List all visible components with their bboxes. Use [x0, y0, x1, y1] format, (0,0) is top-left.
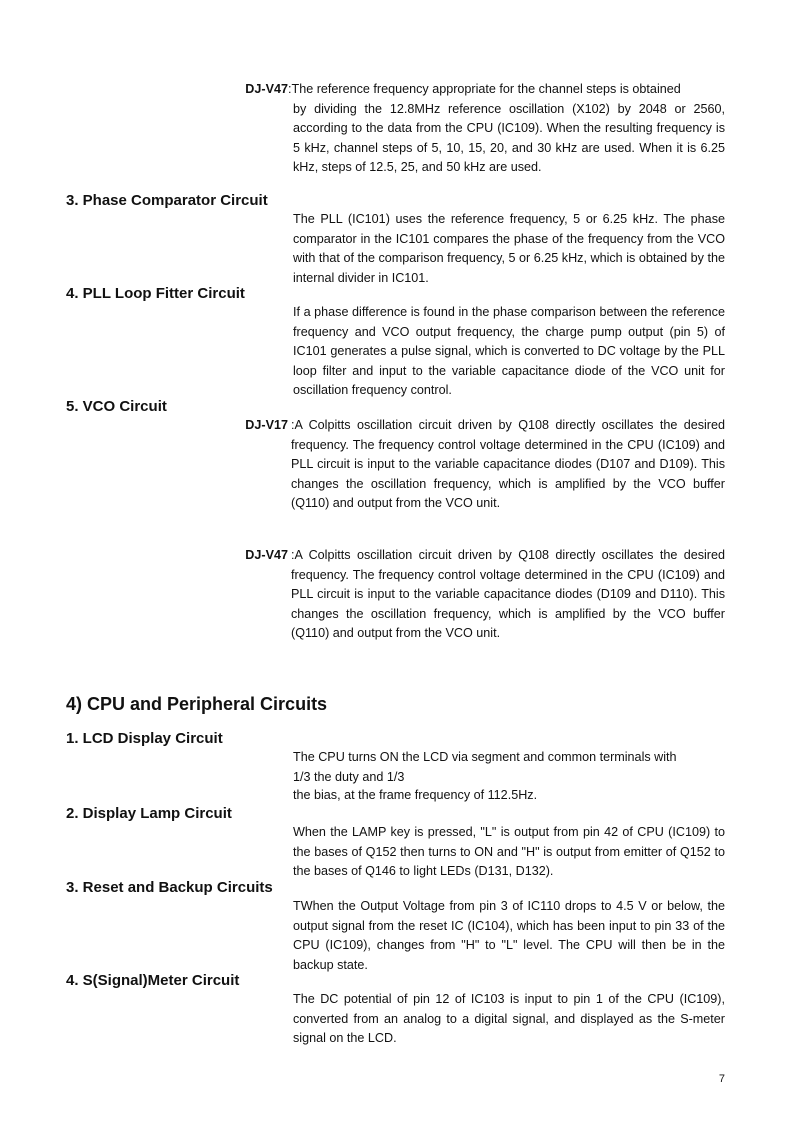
model-label-dj-v17	[84, 416, 288, 436]
vco-dj-v17-paragraph: :A Colpitts oscillation circuit driven by Q108 directly oscillates the desired frequency. The frequency control voltage determined in the CPU (IC109) and PLL circuit is input to the variable capacitance diodes (D107 and D109). This changes the oscillation frequency, which is amplified by the VCO buffer (Q110) and output from the VCO unit.	[291, 418, 725, 511]
lcd-line-2: 1/3 the duty and 1/3	[293, 769, 405, 784]
display-lamp-paragraph: When the LAMP key is pressed, "L" is output from pin 42 of CPU (IC109) to the bases of Q152 then turns to ON and "H" is output from emitter of Q152 to the bases of Q146 to light LEDs (D131, D132).	[293, 825, 725, 879]
reset-backup-paragraph: TWhen the Output Voltage from pin 3 of IC110 drops to 4.5 V or below, the output signal from the reset IC (IC104), which has been input to pin 33 of the CPU (IC109), changes from "H" to "L" level. The CPU will then be in the backup state.	[293, 899, 725, 972]
section-heading-cpu-peripheral: 4) CPU and Peripheral Circuits	[66, 694, 328, 714]
model-label-dj-v47-ref	[84, 80, 288, 100]
model-label-dj-v47-vco	[84, 546, 288, 566]
heading-pll-loop-fitter: 4. PLL Loop Fitter Circuit	[66, 285, 245, 302]
heading-lcd-display: 1. LCD Display Circuit	[66, 730, 223, 747]
vco-dj-v47-paragraph: :A Colpitts oscillation circuit driven by Q108 directly oscillates the desired frequency. The frequency control voltage determined in the CPU (IC109) and PLL circuit is input to the variable capacitance diodes (D109 and D110). This changes the oscillation frequency, which is amplified by the VCO buffer (Q110) and output from the VCO unit.	[291, 548, 725, 641]
pll-loop-fitter-paragraph: If a phase difference is found in the phase comparison between the reference frequency and VCO output frequency, the charge pump output (pin 5) of IC101 generates a pulse signal, which is converted to DC voltage by the PLL loop filter and input to the variable capacitance diode of the VCO unit for oscillation frequency control.	[293, 305, 725, 398]
page-number: 7	[718, 1073, 725, 1085]
model-name: DJ-V47	[245, 82, 288, 96]
heading-s-meter: 4. S(Signal)Meter Circuit	[66, 972, 240, 989]
s-meter-paragraph: The DC potential of pin 12 of IC103 is input to pin 1 of the CPU (IC109), converted from an analog to a digital signal, and displayed as the S-meter signal on the LCD.	[293, 992, 725, 1046]
ref-freq-lead-line: :The reference frequency appropriate for the channel steps is obtained	[288, 82, 681, 96]
model-name: DJ-V47	[245, 548, 288, 562]
ref-freq-paragraph: by dividing the 12.8MHz reference oscillation (X102) by 2048 or 2560, according to the data from the CPU (IC109). When the resulting frequency is 5 kHz, channel steps of 5, 10, 15, 20, and 30 kHz are used. When it is 6.25 kHz, steps of 12.5, 25, and 50 kHz are used.	[293, 101, 725, 175]
phase-comparator-paragraph: The PLL (IC101) uses the reference frequency, 5 or 6.25 kHz. The phase comparator in the IC101 compares the phase of the frequency from the VCO with that of the comparison frequency, 5 or 6.25 kHz, which is obtained by the internal divider in IC101.	[293, 212, 725, 285]
heading-reset-backup: 3. Reset and Backup Circuits	[66, 879, 273, 896]
model-name: DJ-V17	[245, 418, 288, 432]
heading-phase-comparator: 3. Phase Comparator Circuit	[66, 192, 268, 209]
lcd-line-1: The CPU turns ON the LCD via segment and common terminals with	[293, 750, 677, 764]
lcd-line-3: the bias, at the frame frequency of 112.5Hz.	[293, 788, 538, 802]
heading-display-lamp: 2. Display Lamp Circuit	[66, 805, 232, 822]
heading-vco-circuit: 5. VCO Circuit	[66, 398, 167, 415]
